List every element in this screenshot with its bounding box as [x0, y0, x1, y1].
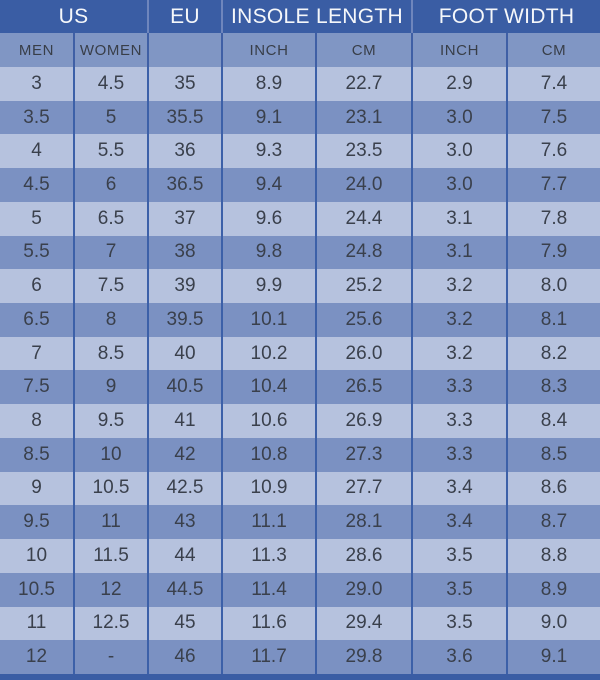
table-row: [0, 573, 600, 607]
table-cell: 10.1: [221, 303, 315, 337]
table-row: [0, 640, 600, 674]
table-row: [0, 303, 600, 337]
header-group-row: [0, 0, 600, 33]
table-cell: 3.4: [411, 472, 506, 506]
table-cell: 43: [147, 505, 221, 539]
table-row: [0, 134, 600, 168]
table-row: [0, 370, 600, 404]
table-cell: 11.5: [73, 539, 147, 573]
table-cell: 6.5: [73, 202, 147, 236]
table-cell: 3.0: [411, 168, 506, 202]
table-cell: 6.5: [23, 308, 50, 330]
table-cell: 3.1: [411, 236, 506, 270]
table-cell: 37: [147, 202, 221, 236]
table-cell: 9.0: [506, 607, 600, 641]
table-cell: 10.6: [221, 404, 315, 438]
table-cell: 41: [147, 404, 221, 438]
subheader-eu-empty: [147, 33, 221, 67]
table-cell: 27.3: [315, 438, 411, 472]
table-cell: 7: [31, 342, 42, 364]
table-cell: 8.9: [221, 67, 315, 101]
table-cell: 4.5: [73, 67, 147, 101]
table-cell: 10.9: [221, 472, 315, 506]
table-cell: 5.5: [73, 134, 147, 168]
table-cell: 7.4: [506, 67, 600, 101]
table-body: [0, 67, 600, 674]
table-cell: 8.5: [73, 337, 147, 371]
table-cell: 35.5: [147, 101, 221, 135]
table-cell: 11.4: [221, 573, 315, 607]
table-cell: 9: [73, 370, 147, 404]
table-cell: 9.1: [506, 640, 600, 674]
table-row: [0, 472, 600, 506]
table-cell: 46: [147, 640, 221, 674]
subheader-insole-cm: CM: [315, 33, 411, 67]
table-cell: 11.1: [221, 505, 315, 539]
table-cell: 10: [73, 438, 147, 472]
table-cell: 9.9: [221, 269, 315, 303]
table-cell: 23.1: [315, 101, 411, 135]
table-cell: 9.4: [221, 168, 315, 202]
table-cell: 42: [147, 438, 221, 472]
table-cell: 6: [73, 168, 147, 202]
table-cell: 8: [31, 410, 42, 432]
table-cell: 8.0: [506, 269, 600, 303]
table-row: [0, 168, 600, 202]
table-cell: 7.9: [506, 236, 600, 270]
table-cell: 11.7: [221, 640, 315, 674]
subheader-width-inch: INCH: [411, 33, 506, 67]
table-cell: 11.6: [221, 607, 315, 641]
table-cell: -: [73, 640, 147, 674]
table-cell: 29.8: [315, 640, 411, 674]
table-cell: 27.7: [315, 472, 411, 506]
table-cell: 7.8: [506, 202, 600, 236]
table-cell: 7: [73, 236, 147, 270]
table-cell: 3.2: [411, 337, 506, 371]
table-cell: 24.8: [315, 236, 411, 270]
table-cell: 7.5: [506, 101, 600, 135]
table-cell: 11: [73, 505, 147, 539]
table-cell: 7.5: [73, 269, 147, 303]
table-cell: 8: [73, 303, 147, 337]
table-cell: 26.0: [315, 337, 411, 371]
table-cell: 3.5: [411, 573, 506, 607]
table-row: [0, 202, 600, 236]
table-cell: 8.6: [506, 472, 600, 506]
table-cell: 8.9: [506, 573, 600, 607]
table-cell: 39.5: [147, 303, 221, 337]
table-cell: 40: [147, 337, 221, 371]
table-cell: 7.5: [23, 376, 50, 398]
table-cell: 9.5: [23, 511, 50, 533]
table-cell: 4.5: [23, 174, 50, 196]
table-cell: 36.5: [147, 168, 221, 202]
table-row: [0, 607, 600, 641]
table-row: [0, 404, 600, 438]
table-cell: 24.4: [315, 202, 411, 236]
table-cell: 3.2: [411, 303, 506, 337]
table-cell: 44: [147, 539, 221, 573]
table-cell: 38: [147, 236, 221, 270]
table-cell: 2.9: [411, 67, 506, 101]
table-cell: 12: [25, 646, 48, 668]
table-cell: 25.2: [315, 269, 411, 303]
table-cell: 3.6: [411, 640, 506, 674]
table-cell: 8.1: [506, 303, 600, 337]
subheader-row: [0, 33, 600, 67]
table-cell: 10: [25, 544, 48, 566]
table-cell: 8.4: [506, 404, 600, 438]
table-cell: 5: [73, 101, 147, 135]
table-cell: 11: [26, 612, 47, 634]
table-cell: 5: [31, 207, 42, 229]
table-cell: 28.1: [315, 505, 411, 539]
table-cell: 3.0: [411, 101, 506, 135]
header-insole-length: INSOLE LENGTH: [221, 0, 411, 33]
table-cell: 3.3: [411, 404, 506, 438]
table-cell: 9.6: [221, 202, 315, 236]
table-cell: 40.5: [147, 370, 221, 404]
table-cell: 24.0: [315, 168, 411, 202]
table-row: [0, 438, 600, 472]
table-cell: 9.8: [221, 236, 315, 270]
table-cell: 12: [73, 573, 147, 607]
table-cell: 39: [147, 269, 221, 303]
bottom-border-bar: [0, 674, 600, 680]
table-cell: 10.4: [221, 370, 315, 404]
table-cell: 9.1: [221, 101, 315, 135]
table-cell: 10.5: [73, 472, 147, 506]
table-cell: 3.1: [411, 202, 506, 236]
table-row: [0, 337, 600, 371]
subheader-insole-inch: INCH: [221, 33, 315, 67]
table-cell: 3.3: [411, 438, 506, 472]
table-cell: 8.7: [506, 505, 600, 539]
table-cell: 35: [147, 67, 221, 101]
table-cell: 11.3: [221, 539, 315, 573]
table-row: [0, 236, 600, 270]
table-cell: 9.3: [221, 134, 315, 168]
table-cell: 44.5: [147, 573, 221, 607]
table-cell: 10.5: [18, 578, 55, 600]
table-row: [0, 101, 600, 135]
table-cell: 3.2: [411, 269, 506, 303]
table-cell: 7.7: [506, 168, 600, 202]
table-cell: 29.0: [315, 573, 411, 607]
table-cell: 36: [147, 134, 221, 168]
table-cell: 23.5: [315, 134, 411, 168]
header-eu: EU: [147, 0, 221, 33]
table-cell: 8.5: [23, 443, 50, 465]
table-cell: 45: [147, 607, 221, 641]
table-row: [0, 505, 600, 539]
table-cell: 8.2: [506, 337, 600, 371]
table-cell: 3.5: [23, 106, 50, 128]
table-cell: 28.6: [315, 539, 411, 573]
table-cell: 9.5: [73, 404, 147, 438]
table-cell: 9: [31, 477, 42, 499]
table-cell: 3.5: [411, 539, 506, 573]
subheader-men: MEN: [18, 41, 55, 59]
table-cell: 8.3: [506, 370, 600, 404]
table-cell: 22.7: [315, 67, 411, 101]
table-cell: 4: [31, 140, 42, 162]
table-cell: 3: [31, 72, 42, 94]
table-cell: 26.9: [315, 404, 411, 438]
table-cell: 26.5: [315, 370, 411, 404]
table-cell: 3.3: [411, 370, 506, 404]
table-row: [0, 269, 600, 303]
table-cell: 3.5: [411, 607, 506, 641]
table-cell: 10.8: [221, 438, 315, 472]
table-row: [0, 539, 600, 573]
subheader-width-cm: CM: [506, 33, 600, 67]
table-cell: 7.6: [506, 134, 600, 168]
table-cell: 6: [31, 275, 42, 297]
table-cell: 3.4: [411, 505, 506, 539]
header-us: US: [58, 4, 89, 28]
table-cell: 12.5: [73, 607, 147, 641]
table-cell: 5.5: [23, 241, 50, 263]
table-cell: 25.6: [315, 303, 411, 337]
table-cell: 10.2: [221, 337, 315, 371]
table-cell: 42.5: [147, 472, 221, 506]
table-row: [0, 67, 600, 101]
table-cell: 8.5: [506, 438, 600, 472]
header-foot-width: FOOT WIDTH: [411, 0, 600, 33]
table-cell: 3.0: [411, 134, 506, 168]
subheader-women: WOMEN: [73, 33, 147, 67]
table-cell: 8.8: [506, 539, 600, 573]
table-cell: 29.4: [315, 607, 411, 641]
